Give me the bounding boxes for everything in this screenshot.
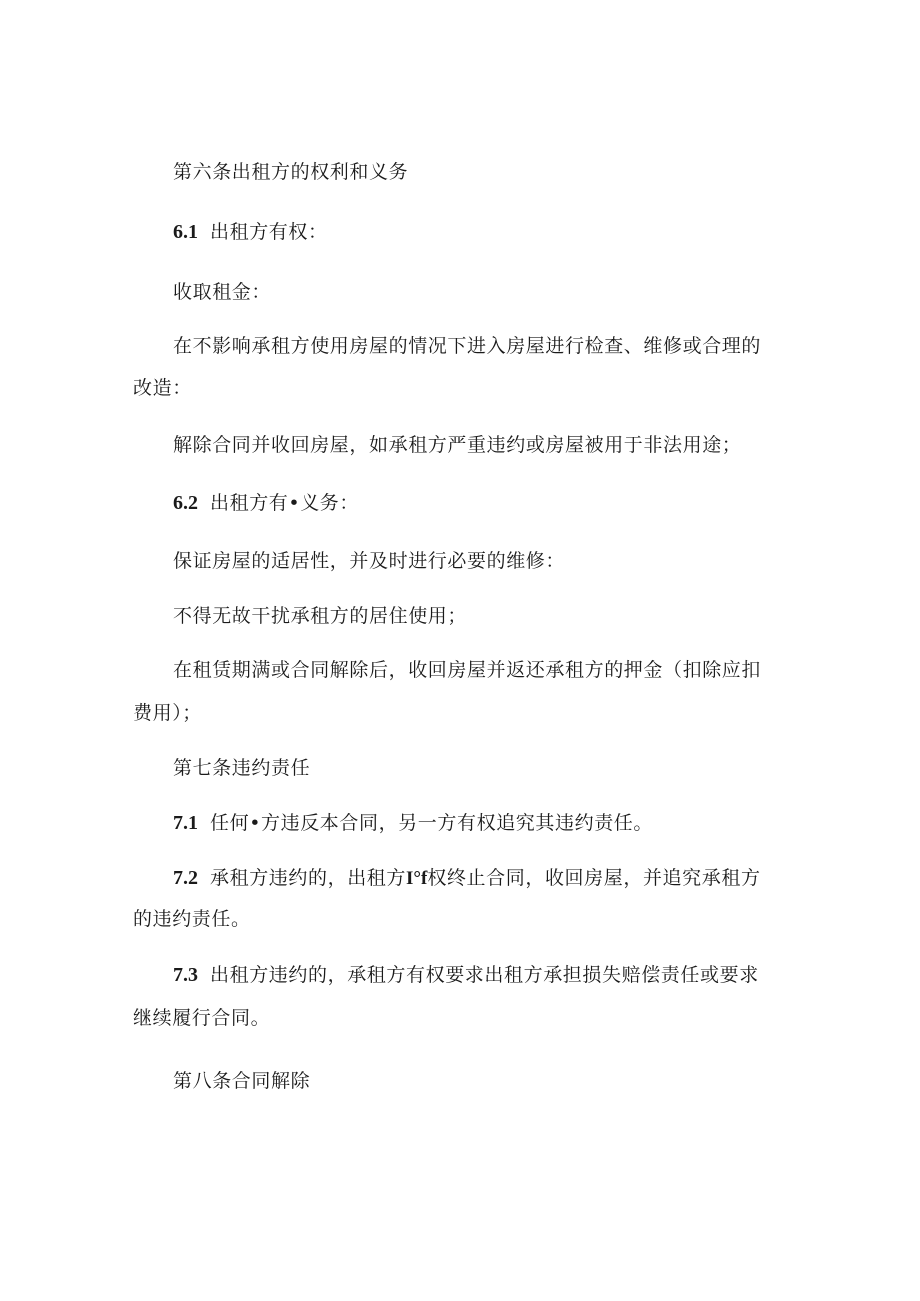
clause-number: 6.1 [173,221,198,243]
article-8-heading: 第八条合同解除 [173,1070,311,1092]
clause-7-3: 7.3 出租方违约的，承租方有权要求出租方承担损失赔偿责任或要求 [173,964,759,986]
clause-number: 7.1 [173,812,198,834]
paragraph: 在租赁期满或合同解除后，收回房屋并返还承租方的押金（扣除应扣 [173,659,762,681]
article-6-heading: 第六条出租方的权利和义务 [173,161,409,183]
paragraph-continuation: 改造： [133,377,192,399]
article-7-heading: 第七条违约责任 [173,757,311,779]
paragraph: 不得无故干扰承租方的居住使用； [173,605,468,627]
clause-6-1: 6.1 出租方有权： [173,221,328,243]
clause-6-2: 6.2 出租方有•义务： [173,492,360,514]
clause-number: 7.3 [173,964,198,986]
paragraph: 解除合同并收回房屋，如承租方严重违约或房屋被用于非法用途； [173,434,742,456]
clause-7-2: 7.2 承租方违约的，出租方I°f权终止合同，收回房屋，并追究承租方 [173,867,761,889]
paragraph-continuation: 费用）； [133,702,202,724]
clause-number: 6.2 [173,492,198,514]
ocr-fragment: I°f [406,868,428,889]
paragraph: 收取租金： [173,281,272,303]
paragraph-continuation: 的违约责任。 [133,908,251,930]
paragraph: 在不影响承租方使用房屋的情况下进入房屋进行检查、维修或合理的 [173,335,762,357]
paragraph-continuation: 继续履行合同。 [133,1007,271,1029]
paragraph: 保证房屋的适居性，并及时进行必要的维修： [173,550,566,572]
clause-number: 7.2 [173,867,198,889]
clause-7-1: 7.1 任何•方违反本合同，另一方有权追究其违约责任。 [173,812,654,834]
